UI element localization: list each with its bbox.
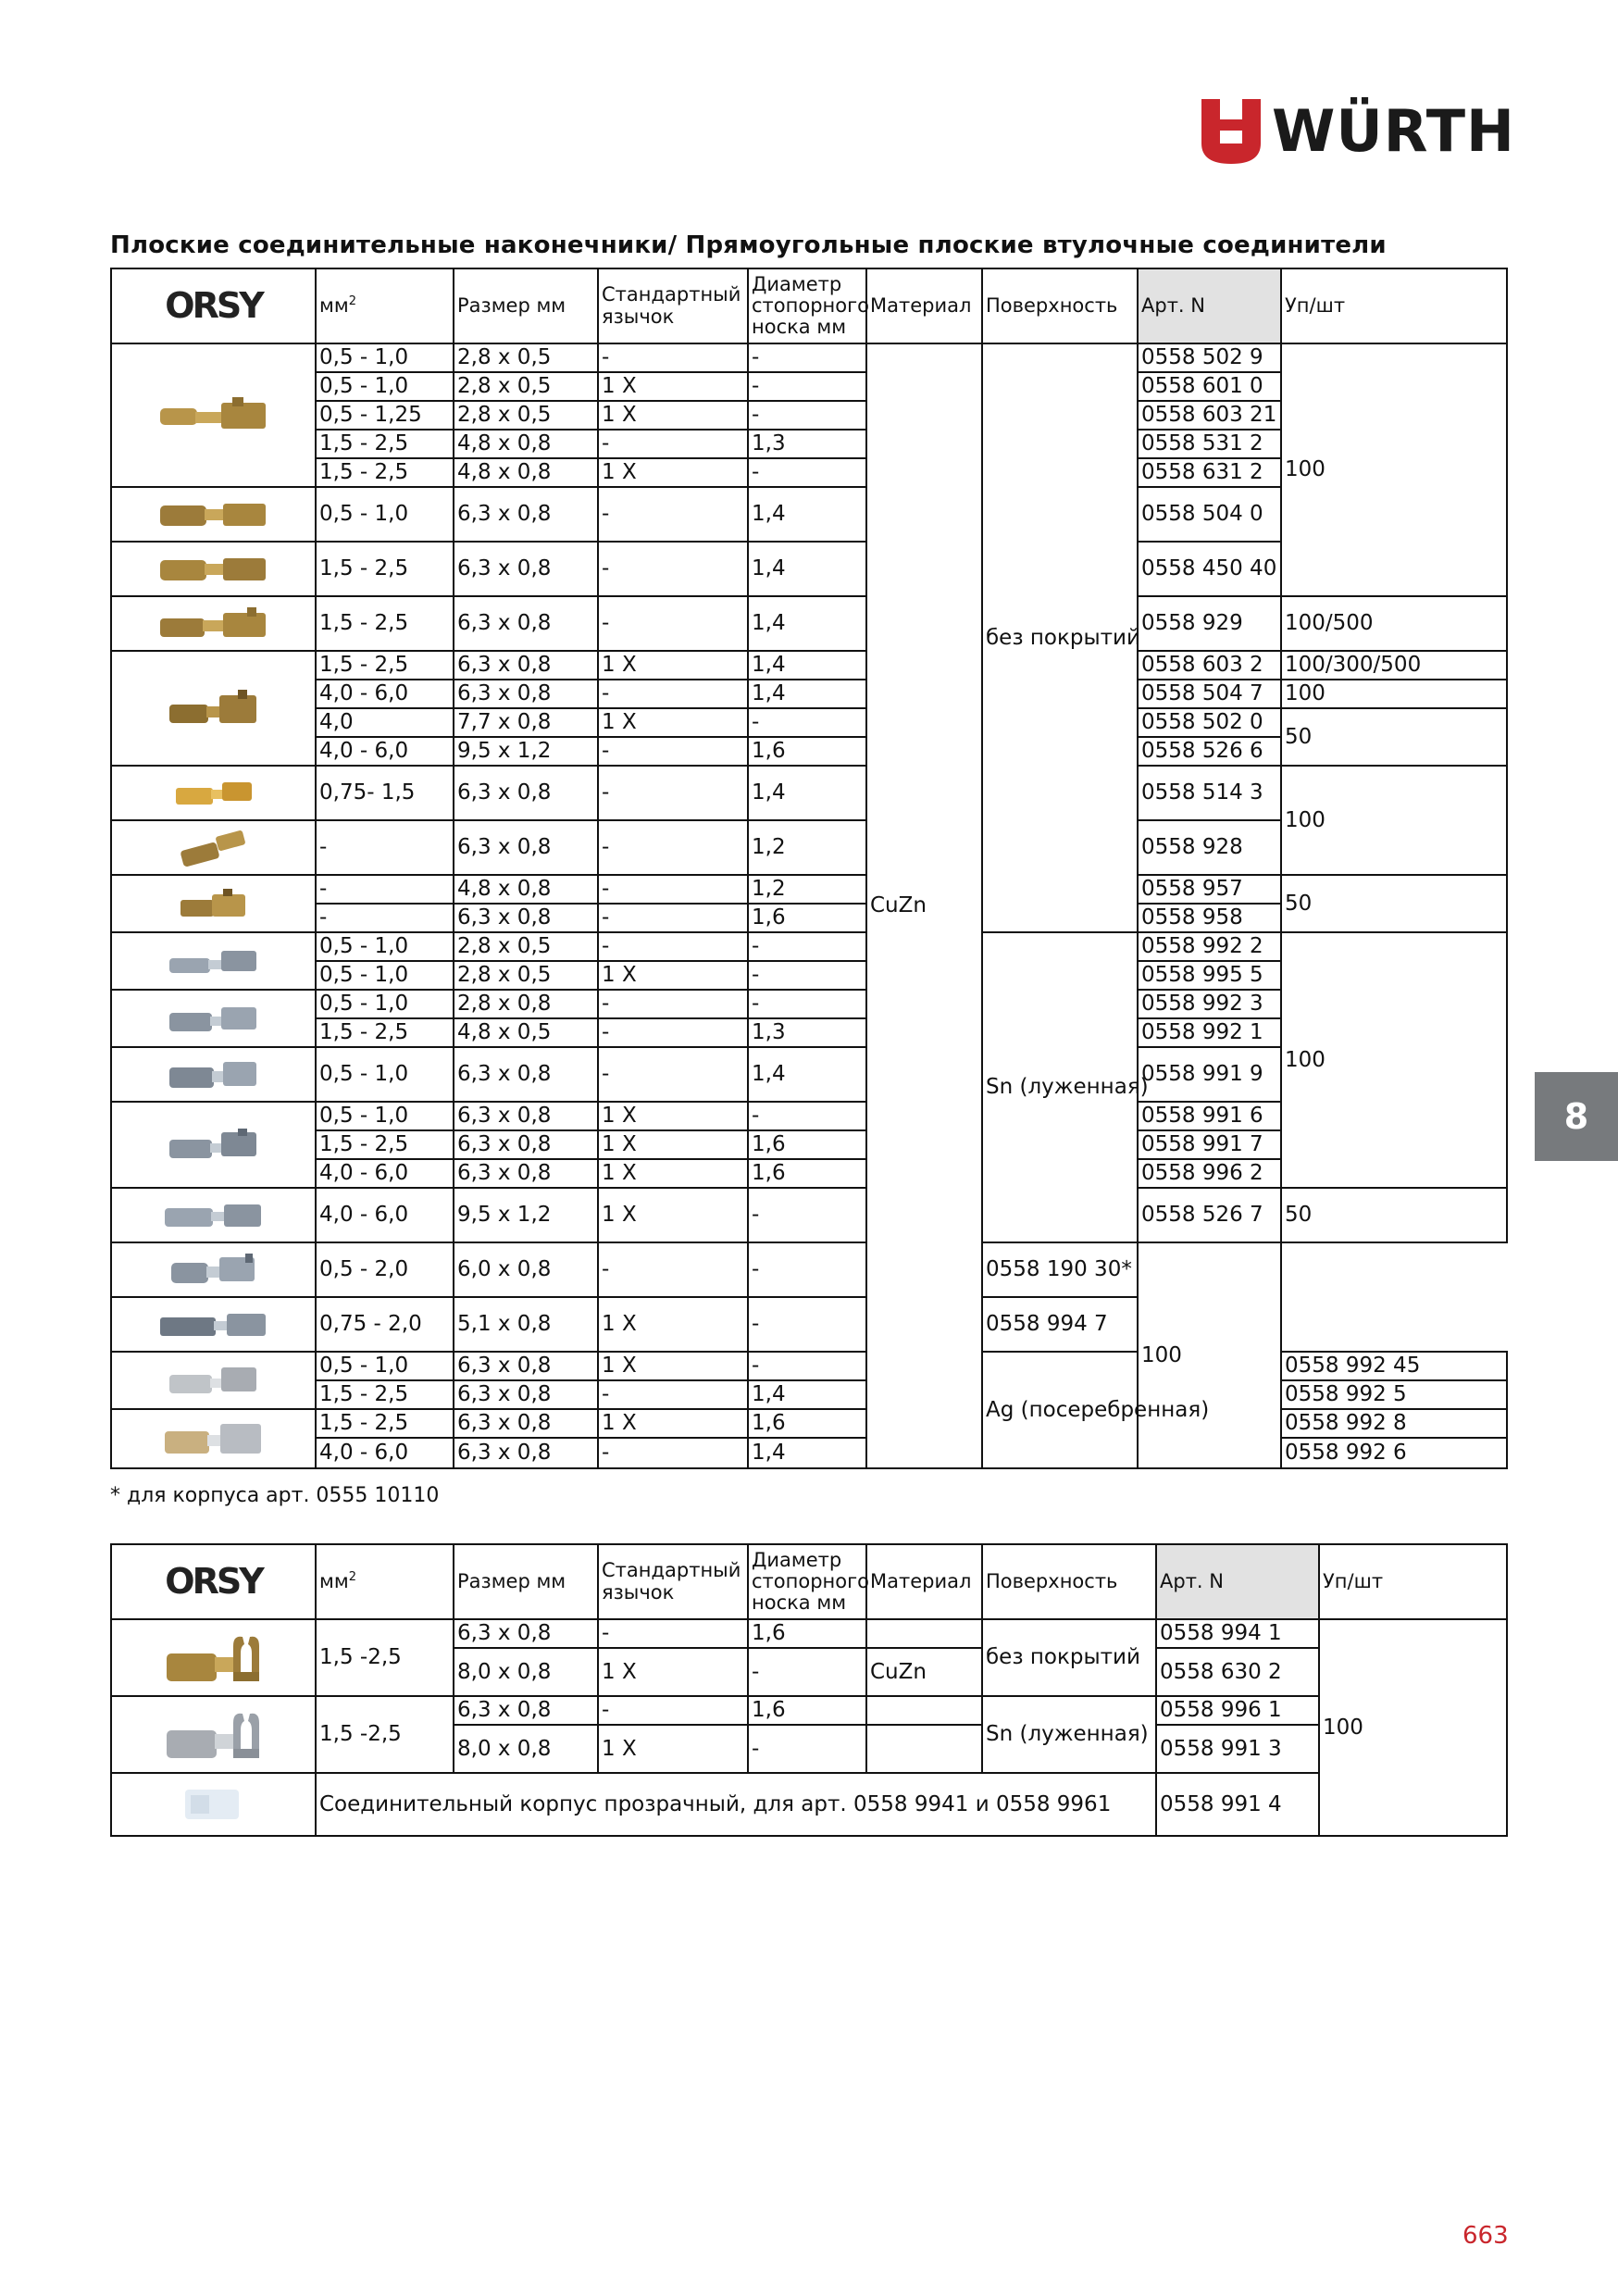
- cell-mm2: 4,0: [316, 708, 454, 737]
- cell-tongue: 1 X: [598, 401, 748, 430]
- cell-art: 0558 991 7: [1138, 1130, 1281, 1159]
- cell-size: 9,5 x 1,2: [454, 1188, 598, 1242]
- cell-art: 0558 526 6: [1138, 737, 1281, 766]
- cell-tongue: -: [598, 820, 748, 875]
- cell-size: 6,3 x 0,8: [454, 1380, 598, 1409]
- page-number: 663: [1462, 2222, 1509, 2250]
- table-row: [111, 932, 1507, 961]
- cell-mm2: -: [316, 820, 454, 875]
- cell-size: 6,3 x 0,8: [454, 487, 598, 542]
- product-image: [111, 596, 316, 651]
- cell-art: 0558 992 2: [1138, 932, 1281, 961]
- product-image: [111, 1297, 316, 1352]
- header-art: Арт. N: [1138, 268, 1281, 343]
- cell-diameter: 1,4: [748, 542, 866, 596]
- cell-tongue: 1 X: [598, 1409, 748, 1438]
- product-image: [111, 990, 316, 1047]
- cell-material: CuZn: [866, 343, 982, 1468]
- cell-size: 6,3 x 0,8: [454, 1130, 598, 1159]
- cell-art: 0558 957: [1138, 875, 1281, 904]
- cell-diameter: 1,4: [748, 596, 866, 651]
- cell-mm2: 0,5 - 1,0: [316, 961, 454, 990]
- product-image: [111, 1696, 316, 1773]
- cell-tongue: -: [598, 430, 748, 458]
- cell-tongue: -: [598, 343, 748, 372]
- cell-size: 2,8 x 0,5: [454, 343, 598, 372]
- cell-pack: 100: [1319, 1619, 1507, 1836]
- header-mm2: $мм^2$: [316, 268, 454, 343]
- cell-material-empty: [866, 1619, 982, 1648]
- header-art: Арт. N: [1156, 1544, 1319, 1619]
- product-image: [111, 343, 316, 487]
- cell-size: 6,3 x 0,8: [454, 904, 598, 932]
- table-row: [111, 680, 1507, 708]
- cell-size: 6,3 x 0,8: [454, 651, 598, 680]
- cell-pack: 50: [1281, 875, 1507, 932]
- product-image: [111, 1047, 316, 1102]
- cell-diameter: -: [748, 401, 866, 430]
- cell-mm2: 1,5 - 2,5: [316, 596, 454, 651]
- cell-mm2: 1,5 - 2,5: [316, 430, 454, 458]
- cell-tongue: -: [598, 1438, 748, 1468]
- cell-art: 0558 190 30*: [982, 1242, 1138, 1297]
- cell-material-empty: [866, 1696, 982, 1725]
- cell-mm2: 4,0 - 6,0: [316, 737, 454, 766]
- cell-art: 0558 929: [1138, 596, 1281, 651]
- cell-mm2: -: [316, 904, 454, 932]
- cell-size: 2,8 x 0,5: [454, 932, 598, 961]
- table-row: [111, 766, 1507, 820]
- header-size: Размер мм: [454, 268, 598, 343]
- cell-size: 2,8 x 0,5: [454, 401, 598, 430]
- cell-tongue: 1 X: [598, 1297, 748, 1352]
- cell-size: 6,3 x 0,8: [454, 1409, 598, 1438]
- table-row: [111, 1773, 1507, 1836]
- cell-size: 2,8 x 0,8: [454, 990, 598, 1018]
- cell-art: 0558 504 0: [1138, 487, 1281, 542]
- cell-size: 4,8 x 0,8: [454, 875, 598, 904]
- orsy-logo: ORSY: [111, 268, 316, 343]
- cell-size: 2,8 x 0,5: [454, 961, 598, 990]
- cell-mm2: 0,75 - 2,0: [316, 1297, 454, 1352]
- cell-mm2: 0,5 - 1,0: [316, 1352, 454, 1380]
- cell-art: 0558 502 0: [1138, 708, 1281, 737]
- product-image: [111, 651, 316, 766]
- cell-diameter: -: [748, 961, 866, 990]
- table-row: [111, 1242, 1507, 1297]
- cell-size: 6,3 x 0,8: [454, 1696, 598, 1725]
- cell-diameter: -: [748, 990, 866, 1018]
- cell-diameter: 1,4: [748, 680, 866, 708]
- cell-mm2: 1,5 - 2,5: [316, 1380, 454, 1409]
- cell-diameter: 1,4: [748, 487, 866, 542]
- product-image: [111, 1409, 316, 1468]
- cell-diameter: 1,6: [748, 1696, 866, 1725]
- table-row: [111, 1696, 1507, 1725]
- header-size: Размер мм: [454, 1544, 598, 1619]
- cell-mm2: 1,5 -2,5: [316, 1619, 454, 1696]
- cell-mm2: 1,5 - 2,5: [316, 1409, 454, 1438]
- cell-surface: Sn (луженная): [982, 932, 1138, 1242]
- cell-diameter: -: [748, 1188, 866, 1242]
- cell-mm2: 1,5 - 2,5: [316, 651, 454, 680]
- cell-tongue: 1 X: [598, 1159, 748, 1188]
- cell-pack: 100/500: [1281, 596, 1507, 651]
- cell-tongue: 1 X: [598, 1188, 748, 1242]
- header-material: Материал: [866, 1544, 982, 1619]
- cell-art: 0558 502 9: [1138, 343, 1281, 372]
- cell-tongue: 1 X: [598, 458, 748, 487]
- header-pack: Уп/шт: [1319, 1544, 1507, 1619]
- cell-tongue: -: [598, 1619, 748, 1648]
- header-surface: Поверхность: [982, 1544, 1156, 1619]
- cell-art: 0558 630 2: [1156, 1648, 1319, 1696]
- cell-mm2: 0,5 - 1,0: [316, 932, 454, 961]
- cell-pack: 50: [1281, 708, 1507, 766]
- cell-art: 0558 603 21: [1138, 401, 1281, 430]
- cell-diameter: 1,3: [748, 1018, 866, 1047]
- cell-mm2: 1,5 - 2,5: [316, 1018, 454, 1047]
- table-row: [111, 651, 1507, 680]
- cell-tongue: -: [598, 1242, 748, 1297]
- cell-tongue: 1 X: [598, 1352, 748, 1380]
- orsy-logo: ORSY: [111, 1544, 316, 1619]
- cell-size: 5,1 x 0,8: [454, 1297, 598, 1352]
- table-row: [111, 875, 1507, 904]
- cell-diameter: -: [748, 1102, 866, 1130]
- cell-art: 0558 991 4: [1156, 1773, 1319, 1836]
- cell-art: 0558 992 6: [1281, 1438, 1507, 1468]
- cell-tongue: 1 X: [598, 651, 748, 680]
- section-tab[interactable]: 8: [1535, 1072, 1618, 1161]
- cell-diameter: 1,4: [748, 651, 866, 680]
- cell-size: 4,8 x 0,8: [454, 430, 598, 458]
- cell-tongue: -: [598, 680, 748, 708]
- cell-tongue: -: [598, 1018, 748, 1047]
- cell-art: 0558 928: [1138, 820, 1281, 875]
- cell-diameter: 1,6: [748, 1619, 866, 1648]
- cell-mm2: 0,5 - 1,0: [316, 372, 454, 401]
- cell-diameter: 1,4: [748, 1380, 866, 1409]
- header-diameter: Диаметр стопорного носка мм: [748, 268, 866, 343]
- product-image: [111, 1773, 316, 1836]
- cell-size: 2,8 x 0,5: [454, 372, 598, 401]
- cell-size: 6,3 x 0,8: [454, 1102, 598, 1130]
- cell-diameter: 1,4: [748, 1047, 866, 1102]
- cell-art: 0558 991 6: [1138, 1102, 1281, 1130]
- cell-art: 0558 514 3: [1138, 766, 1281, 820]
- cell-diameter: -: [748, 1725, 866, 1773]
- cell-diameter: -: [748, 372, 866, 401]
- cell-diameter: -: [748, 1352, 866, 1380]
- cell-tongue: -: [598, 932, 748, 961]
- cell-diameter: 1,6: [748, 1159, 866, 1188]
- table-row: [111, 1619, 1507, 1648]
- cell-art: 0558 631 2: [1138, 458, 1281, 487]
- cell-tongue: 1 X: [598, 1725, 748, 1773]
- cell-diameter: 1,6: [748, 1409, 866, 1438]
- cell-tongue: -: [598, 487, 748, 542]
- header-diameter: Диаметр стопорного носка мм: [748, 1544, 866, 1619]
- wurth-logo-mark: [1201, 99, 1261, 164]
- table-row: [111, 596, 1507, 651]
- cell-diameter: -: [748, 343, 866, 372]
- cell-pack: 100: [1138, 1242, 1281, 1468]
- housing-description: Соединительный корпус прозрачный, для арт. 0558 9941 и 0558 9961: [316, 1773, 1156, 1836]
- cell-tongue: 1 X: [598, 708, 748, 737]
- cell-material: CuZn: [866, 1648, 982, 1696]
- cell-size: 6,3 x 0,8: [454, 1047, 598, 1102]
- cell-diameter: -: [748, 458, 866, 487]
- cell-art: 0558 526 7: [1138, 1188, 1281, 1242]
- cell-material-empty: [866, 1725, 982, 1773]
- cell-tongue: 1 X: [598, 372, 748, 401]
- product-image: [111, 820, 316, 875]
- table-row: [111, 708, 1507, 737]
- cell-art: 0558 958: [1138, 904, 1281, 932]
- table-header-row: [111, 268, 1507, 343]
- cell-pack: 100: [1281, 932, 1507, 1188]
- cell-pack: 100: [1281, 343, 1507, 596]
- cell-size: 6,3 x 0,8: [454, 1159, 598, 1188]
- cell-mm2: 1,5 -2,5: [316, 1696, 454, 1773]
- cell-mm2: 1,5 - 2,5: [316, 1130, 454, 1159]
- header-mm2: $мм^2$: [316, 1544, 454, 1619]
- cell-tongue: -: [598, 875, 748, 904]
- cell-size: 6,3 x 0,8: [454, 596, 598, 651]
- cell-mm2: 0,5 - 1,0: [316, 487, 454, 542]
- cell-mm2: -: [316, 875, 454, 904]
- cell-tongue: -: [598, 1380, 748, 1409]
- header-pack: Уп/шт: [1281, 268, 1507, 343]
- cell-size: 6,3 x 0,8: [454, 542, 598, 596]
- cell-mm2: 0,75- 1,5: [316, 766, 454, 820]
- cell-art: 0558 991 9: [1138, 1047, 1281, 1102]
- cell-art: 0558 996 2: [1138, 1159, 1281, 1188]
- cell-mm2: 0,5 - 2,0: [316, 1242, 454, 1297]
- product-image: [111, 542, 316, 596]
- cell-art: 0558 992 1: [1138, 1018, 1281, 1047]
- cell-mm2: 4,0 - 6,0: [316, 1438, 454, 1468]
- product-image: [111, 1352, 316, 1409]
- cell-diameter: 1,4: [748, 1438, 866, 1468]
- cell-size: 6,3 x 0,8: [454, 1438, 598, 1468]
- cell-art: 0558 504 7: [1138, 680, 1281, 708]
- wurth-logo: [1201, 99, 1515, 164]
- cell-art: 0558 992 5: [1281, 1380, 1507, 1409]
- cell-mm2: 0,5 - 1,25: [316, 401, 454, 430]
- cell-mm2: 0,5 - 1,0: [316, 343, 454, 372]
- product-image: [111, 1619, 316, 1696]
- cell-size: 7,7 x 0,8: [454, 708, 598, 737]
- cell-pack: 100: [1281, 766, 1507, 875]
- cell-tongue: -: [598, 737, 748, 766]
- cell-surface: Sn (луженная): [982, 1696, 1156, 1773]
- table-row: [111, 1188, 1507, 1242]
- footnote: * для корпуса арт. 0555 10110: [110, 1484, 440, 1507]
- cell-art: 0558 450 40: [1138, 542, 1281, 596]
- cell-tongue: -: [598, 596, 748, 651]
- header-tongue: Стандартный язычок: [598, 268, 748, 343]
- table-row: [111, 1352, 1507, 1380]
- cell-diameter: 1,2: [748, 875, 866, 904]
- cell-mm2: 0,5 - 1,0: [316, 1102, 454, 1130]
- cell-art: 0558 994 7: [982, 1297, 1138, 1352]
- cell-size: 6,3 x 0,8: [454, 820, 598, 875]
- cell-diameter: -: [748, 1648, 866, 1696]
- cell-art: 0558 992 3: [1138, 990, 1281, 1018]
- product-image: [111, 932, 316, 990]
- cell-art: 0558 992 45: [1281, 1352, 1507, 1380]
- cell-art: 0558 991 3: [1156, 1725, 1319, 1773]
- cell-tongue: -: [598, 1696, 748, 1725]
- product-image: [111, 1102, 316, 1188]
- cell-size: 6,0 x 0,8: [454, 1242, 598, 1297]
- connectors-table: [110, 268, 1508, 1469]
- cell-pack: 50: [1281, 1188, 1507, 1242]
- cell-art: 0558 994 1: [1156, 1619, 1319, 1648]
- cell-size: 4,8 x 0,5: [454, 1018, 598, 1047]
- table-row: [111, 1297, 1507, 1352]
- cell-pack: 100/300/500: [1281, 651, 1507, 680]
- cell-size: 6,3 x 0,8: [454, 1619, 598, 1648]
- table-row: [111, 1380, 1507, 1409]
- cell-mm2: 0,5 - 1,0: [316, 990, 454, 1018]
- table-header-row: [111, 1544, 1507, 1619]
- cell-size: 8,0 x 0,8: [454, 1725, 598, 1773]
- cell-tongue: -: [598, 990, 748, 1018]
- cell-size: 4,8 x 0,8: [454, 458, 598, 487]
- table-row: [111, 343, 1507, 372]
- cell-tongue: 1 X: [598, 1648, 748, 1696]
- cell-art: 0558 603 2: [1138, 651, 1281, 680]
- cell-diameter: 1,6: [748, 737, 866, 766]
- header-tongue: Стандартный язычок: [598, 1544, 748, 1619]
- cell-surface: без покрытий: [982, 343, 1138, 932]
- cell-art: 0558 995 5: [1138, 961, 1281, 990]
- cell-diameter: -: [748, 708, 866, 737]
- header-surface: Поверхность: [982, 268, 1138, 343]
- connectors-table-2: [110, 1543, 1508, 1837]
- cell-art: 0558 531 2: [1138, 430, 1281, 458]
- cell-tongue: -: [598, 1047, 748, 1102]
- product-image: [111, 875, 316, 932]
- cell-diameter: -: [748, 932, 866, 961]
- cell-mm2: 1,5 - 2,5: [316, 542, 454, 596]
- product-image: [111, 1242, 316, 1297]
- product-image: [111, 487, 316, 542]
- cell-diameter: -: [748, 1242, 866, 1297]
- cell-art: 0558 992 8: [1281, 1409, 1507, 1438]
- cell-art: 0558 996 1: [1156, 1696, 1319, 1725]
- cell-diameter: -: [748, 1297, 866, 1352]
- table-row: [111, 1409, 1507, 1438]
- cell-mm2: 1,5 - 2,5: [316, 458, 454, 487]
- cell-diameter: 1,6: [748, 1130, 866, 1159]
- cell-tongue: 1 X: [598, 961, 748, 990]
- product-image: [111, 1188, 316, 1242]
- cell-size: 6,3 x 0,8: [454, 766, 598, 820]
- cell-surface: без покрытий: [982, 1619, 1156, 1696]
- page-title: Плоские соединительные наконечники/ Прямоугольные плоские втулочные соединители: [110, 231, 1387, 259]
- cell-diameter: 1,3: [748, 430, 866, 458]
- cell-tongue: 1 X: [598, 1130, 748, 1159]
- cell-pack: 100: [1281, 680, 1507, 708]
- cell-diameter: 1,2: [748, 820, 866, 875]
- cell-tongue: -: [598, 904, 748, 932]
- cell-diameter: 1,4: [748, 766, 866, 820]
- cell-tongue: -: [598, 542, 748, 596]
- header-material: Материал: [866, 268, 982, 343]
- table-row: [111, 1438, 1507, 1468]
- cell-mm2: 4,0 - 6,0: [316, 1159, 454, 1188]
- cell-size: 9,5 x 1,2: [454, 737, 598, 766]
- wurth-logo-text: WÜRTH: [1272, 97, 1515, 165]
- product-image: [111, 766, 316, 820]
- cell-mm2: 4,0 - 6,0: [316, 680, 454, 708]
- cell-tongue: -: [598, 766, 748, 820]
- cell-size: 8,0 x 0,8: [454, 1648, 598, 1696]
- cell-mm2: 4,0 - 6,0: [316, 1188, 454, 1242]
- cell-tongue: 1 X: [598, 1102, 748, 1130]
- cell-diameter: 1,6: [748, 904, 866, 932]
- cell-size: 6,3 x 0,8: [454, 680, 598, 708]
- cell-surface: Ag (посеребренная): [982, 1352, 1138, 1468]
- cell-mm2: 0,5 - 1,0: [316, 1047, 454, 1102]
- cell-art: 0558 601 0: [1138, 372, 1281, 401]
- cell-size: 6,3 x 0,8: [454, 1352, 598, 1380]
